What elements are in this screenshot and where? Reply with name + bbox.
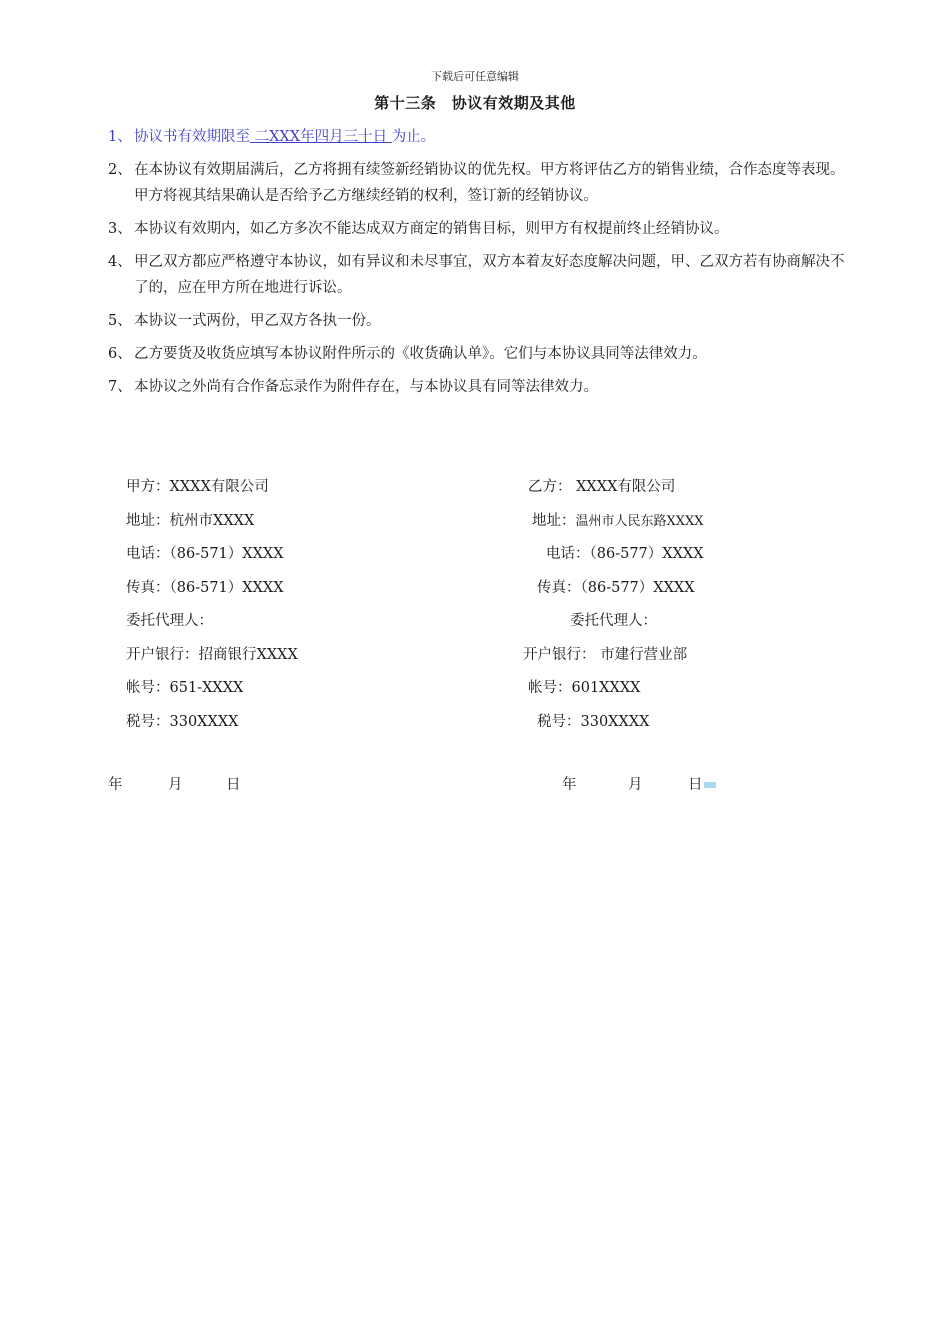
clause-6 [108, 341, 848, 367]
date-year-label: 年 [562, 777, 577, 793]
party-b-name: 乙方： XXXX有限公司 [528, 479, 676, 495]
party-a-name: 甲方：XXXX有限公司 [126, 479, 269, 495]
clause-4 [108, 249, 848, 301]
party-b-tax: 税号：330XXXX [537, 714, 650, 730]
clause-number: 4、 [108, 254, 132, 270]
date-day-label: 日 [226, 777, 241, 793]
party-b-date [562, 772, 716, 798]
article-title: 第十三条 协议有效期及其他 [374, 94, 576, 112]
page-header-note: 下载后可任意编辑 [431, 70, 519, 83]
clause-2 [108, 157, 848, 209]
clause-3 [108, 216, 848, 242]
clause-number: 7、 [108, 379, 132, 395]
clause-text: 协议书有效期限至 [134, 129, 250, 145]
clause-text-end: 为止。 [391, 129, 436, 145]
party-a-agent: 委托代理人： [126, 613, 213, 629]
party-a-fax: 传真：（86-571）XXXX [126, 580, 284, 596]
validity-date: 二XXX年四月三十日 [250, 129, 392, 145]
clause-number: 1、 [108, 129, 132, 145]
clause-5 [108, 308, 848, 334]
clause-text: 在本协议有效期届满后，乙方将拥有续签新经销协议的优先权。甲方将评估乙方的销售业绩，合作态度等表现。甲方将视其结果确认是否给予乙方继续经销的权利，签订新的经销协议。 [134, 162, 845, 204]
party-b-agent: 委托代理人： [570, 613, 657, 629]
clause-number: 3、 [108, 221, 132, 237]
clause-list [108, 124, 848, 407]
clause-1 [108, 124, 848, 150]
date-day-label: 日 [688, 777, 703, 793]
party-a-date [108, 772, 241, 798]
party-b-bank: 开户银行： 市建行营业部 [523, 647, 688, 663]
date-month-label: 月 [168, 777, 183, 793]
party-a-account: 帐号：651-XXXX [126, 680, 244, 696]
clause-text: 本协议一式两份，甲乙双方各执一份。 [134, 313, 381, 329]
party-a-phone: 电话：（86-571）XXXX [126, 546, 284, 562]
party-b-address [532, 508, 704, 535]
clause-number: 6、 [108, 346, 132, 362]
text-cursor-marker [704, 782, 716, 788]
clause-number: 2、 [108, 162, 132, 178]
clause-text: 乙方要货及收货应填写本协议附件所示的《收货确认单》。它们与本协议具同等法律效力。 [134, 346, 707, 362]
clause-text: 本协议之外尚有合作备忘录作为附件存在，与本协议具有同等法律效力。 [134, 379, 598, 395]
clause-text: 本协议有效期内，如乙方多次不能达成双方商定的销售目标，则甲方有权提前终止经销协议。 [134, 221, 729, 237]
party-a-bank: 开户银行：招商银行XXXX [126, 647, 298, 663]
clause-number: 5、 [108, 313, 132, 329]
party-a-tax: 税号：330XXXX [126, 714, 239, 730]
party-b-account: 帐号：601XXXX [528, 680, 641, 696]
party-b-address-value: 温州市人民东路XXXX [575, 514, 704, 529]
clause-text: 甲乙双方都应严格遵守本协议，如有异议和未尽事宜，双方本着友好态度解决问题，甲、乙双方若有协商解决不了的，应在甲方所在地进行诉讼。 [134, 254, 845, 296]
party-b-phone: 电话：（86-577）XXXX [546, 546, 704, 562]
clause-7 [108, 374, 848, 400]
party-b-fax: 传真：（86-577）XXXX [537, 580, 695, 596]
party-a-address: 地址：杭州市XXXX [126, 513, 255, 529]
date-month-label: 月 [628, 777, 643, 793]
date-year-label: 年 [108, 777, 123, 793]
party-b-address-label: 地址： [532, 513, 576, 529]
